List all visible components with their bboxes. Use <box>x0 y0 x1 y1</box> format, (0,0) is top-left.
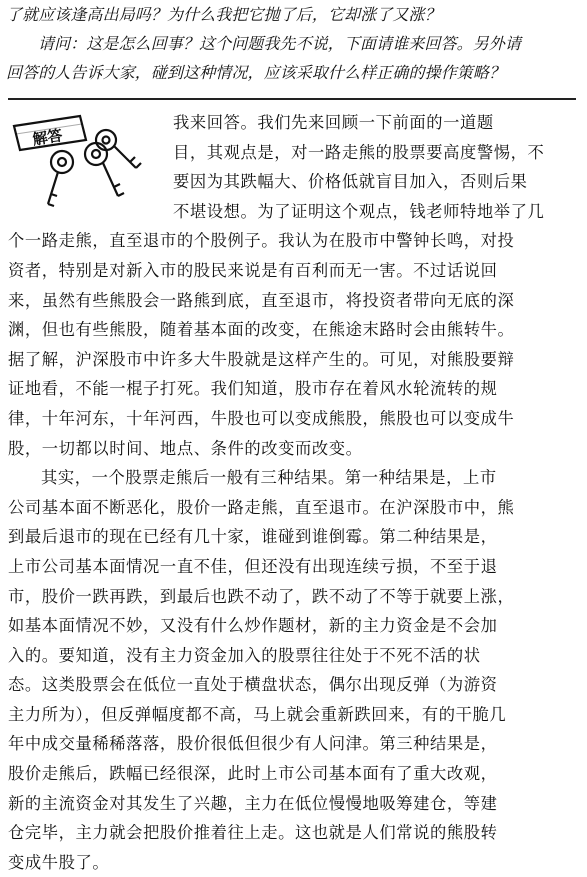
answer-line: 入的。要知道，没有主力资金加入的股票往往处于不死不活的状 <box>8 645 481 665</box>
answer-line: 其实，一个股票走熊后一般有三种结果。第一种结果是，上市 <box>41 468 497 488</box>
answer-line: 主力所为），但反弹幅度都不高，马上就会重新跌回来，有的干脆几 <box>8 704 507 724</box>
answer-line: 据了解，沪深股市中许多大牛股就是这样产生的。可见，对熊股要辩 <box>8 349 515 369</box>
question-line: 了就应该逢高出局吗？为什么我把它抛了后，它却涨了又涨？ <box>6 5 441 24</box>
answer-line: 个一路走熊，直至退市的个股例子。我认为在股市中警钟长鸣，对投 <box>8 231 515 251</box>
question-line: 请问：这是怎么回事？这个问题我先不说，下面请谁来回答。另外请 <box>38 34 522 53</box>
answer-line: 股价走熊后，跌幅已经很深，此时上市公司基本面有了重大改观， <box>8 764 498 784</box>
answer-line: 新的主流资金对其发生了兴趣，主力在低位慢慢地吸筹建仓，等建 <box>8 793 498 813</box>
question-block <box>6 0 578 87</box>
answer-line: 不堪设想。为了证明这个观点，钱老师特地举了几 <box>173 201 545 221</box>
answer-line: 股，一切都以时间、地点、条件的改变而改变。 <box>8 438 363 458</box>
answer-body <box>8 108 580 877</box>
answer-line: 来，虽然有些熊股会一路熊到底，直至退市，将投资者带向无底的深 <box>8 290 515 310</box>
answer-line: 到最后退市的现在已经有几十家，谁碰到谁倒霉。第二种结果是， <box>8 527 498 547</box>
answer-line: 公司基本面不断恶化，股价一路走熊，直至退市。在沪深股市中，熊 <box>8 497 515 517</box>
answer-line: 仓完毕，主力就会把股价推着往上走。这也就是人们常说的熊股转 <box>8 823 498 843</box>
answer-line: 上市公司基本面情况一直不佳，但还没有出现连续亏损，不至于退 <box>8 556 498 576</box>
badge-label: 解答 <box>31 126 64 149</box>
answer-line: 渊，但也有些熊股，随着基本面的改变，在熊途末路时会由熊转牛。 <box>8 320 515 340</box>
answer-line: 如基本面情况不妙，又没有什么炒作题材，新的主力资金是不会加 <box>8 616 498 636</box>
answer-line: 证地看，不能一棍子打死。我们知道，股市存在着风水轮流转的规 <box>8 379 498 399</box>
answer-line: 市，股价一跌再跌，到最后也跌不动了，跌不动了不等于就要上涨， <box>8 586 515 606</box>
answer-line: 年中成交量稀稀落落，股价很低但很少有人问津。第三种结果是， <box>8 734 498 754</box>
answer-line: 要因为其跌幅大、价格低就盲目加入，否则后果 <box>173 172 528 192</box>
answer-line: 态。这类股票会在低位一直处于横盘状态，偶尔出现反弹（为游资 <box>8 675 498 695</box>
answer-line: 资者，特别是对新入市的股民来说是有百利而无一害。不过话说回 <box>8 260 498 280</box>
answer-line: 变成牛股了。 <box>8 852 110 872</box>
answer-line: 律，十年河东，十年河西，牛股也可以变成熊股，熊股也可以变成牛 <box>8 408 515 428</box>
answer-line: 目，其观点是，对一路走熊的股票要高度警惕，不 <box>173 142 545 162</box>
answer-line: 我来回答。我们先来回顾一下前面的一道题 <box>173 113 494 132</box>
section-divider <box>8 98 576 100</box>
question-line: 回答的人告诉大家，碰到这种情况，应该采取什么样正确的操作策略？ <box>6 63 506 82</box>
